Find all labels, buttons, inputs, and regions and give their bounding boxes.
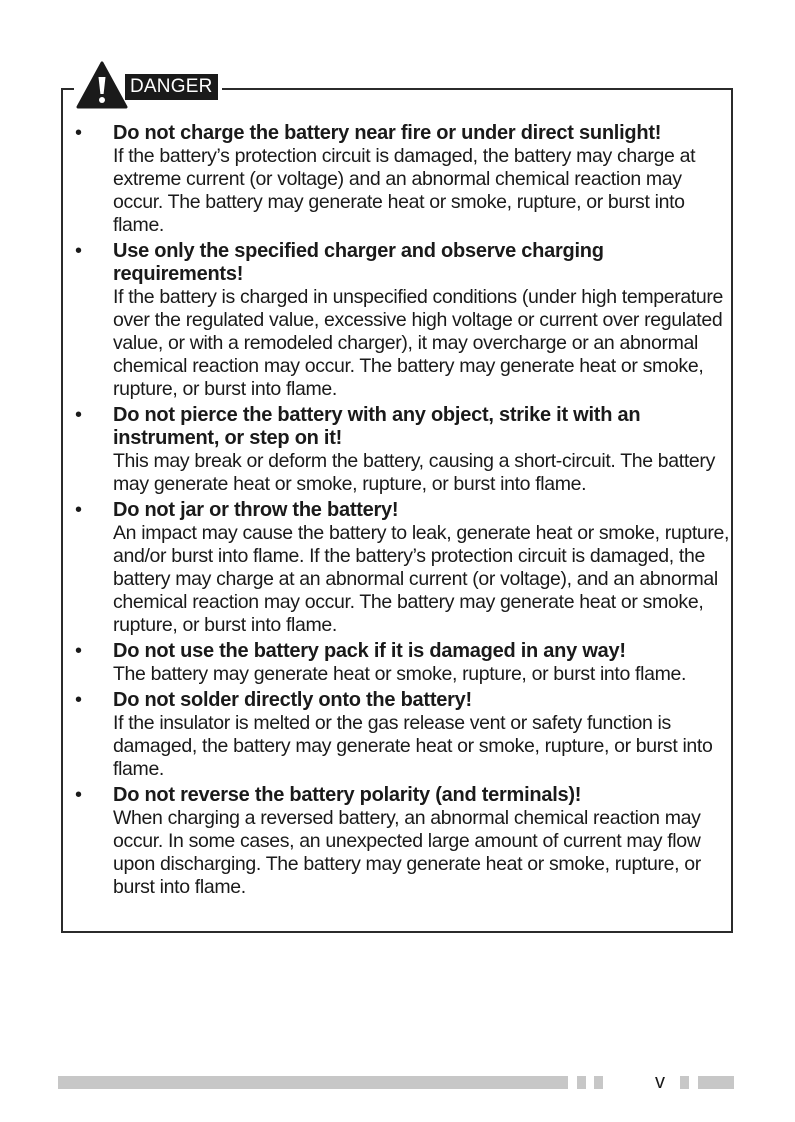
bullet: • — [75, 689, 83, 711]
footer-bar-right — [698, 1076, 734, 1089]
list-item — [75, 784, 730, 899]
bullet: • — [75, 122, 83, 144]
item-body: The battery may generate heat or smoke, rupture, or burst into flame. — [113, 663, 687, 685]
item-body: An impact may cause the battery to leak, generate heat or smoke, rupture, and/or burst into flame. If the battery’s protection circuit is damaged, the battery may charge at an abnormal current (or voltage), and an abnormal chemical reaction may occur. The battery may generate heat or smoke, rupture, or burst into flame. — [113, 522, 730, 636]
danger-label: DANGER — [125, 74, 218, 100]
item-title: Use only the specified charger and observe charging requirements! — [113, 240, 604, 285]
bullet: • — [75, 784, 83, 806]
bullet: • — [75, 240, 83, 262]
footer-bar — [58, 1076, 568, 1089]
item-body: If the battery’s protection circuit is damaged, the battery may charge at extreme current (or voltage) and an abnormal chemical reaction may occur. The battery may generate heat or smoke, rupture, or burst into flame. — [113, 145, 696, 236]
footer-square — [680, 1076, 689, 1089]
item-title: Do not solder directly onto the battery! — [113, 689, 472, 711]
list-item — [75, 404, 730, 496]
item-title: Do not pierce the battery with any object, strike it with an instrument, or step on it! — [113, 404, 641, 449]
bullet: • — [75, 640, 83, 662]
item-body: This may break or deform the battery, causing a short-circuit. The battery may generate heat or smoke, rupture, or burst into flame. — [113, 450, 715, 495]
item-title: Do not charge the battery near fire or under direct sunlight! — [113, 122, 662, 144]
item-body: When charging a reversed battery, an abnormal chemical reaction may occur. In some cases, an unexpected large amount of current may flow upon discharging. The battery may generate heat or smoke, rupture, or burst into flame. — [113, 807, 701, 898]
list-item — [75, 640, 730, 686]
list-item — [75, 122, 730, 237]
footer-square — [577, 1076, 586, 1089]
page-number: v — [655, 1071, 665, 1093]
item-title: Do not jar or throw the battery! — [113, 499, 399, 521]
item-title: Do not use the battery pack if it is damaged in any way! — [113, 640, 626, 662]
bullet: • — [75, 404, 83, 426]
list-item — [75, 689, 730, 781]
list-item — [75, 499, 730, 637]
item-body: If the insulator is melted or the gas release vent or safety function is damaged, the battery may generate heat or smoke, rupture, or burst into flame. — [113, 712, 713, 780]
danger-list — [75, 122, 730, 902]
item-title: Do not reverse the battery polarity (and terminals)! — [113, 784, 582, 806]
item-body: If the battery is charged in unspecified conditions (under high temperature over the regulated value, excessive high voltage or current over regulated value, or with a remodeled charger), it may overcharge or an abnormal chemical reaction may occur. The battery may generate heat or smoke, rupture, or burst into flame. — [113, 286, 724, 400]
list-item — [75, 240, 730, 401]
danger-header — [74, 60, 222, 110]
footer-square — [594, 1076, 603, 1089]
bullet: • — [75, 499, 83, 521]
warning-icon — [76, 60, 128, 110]
